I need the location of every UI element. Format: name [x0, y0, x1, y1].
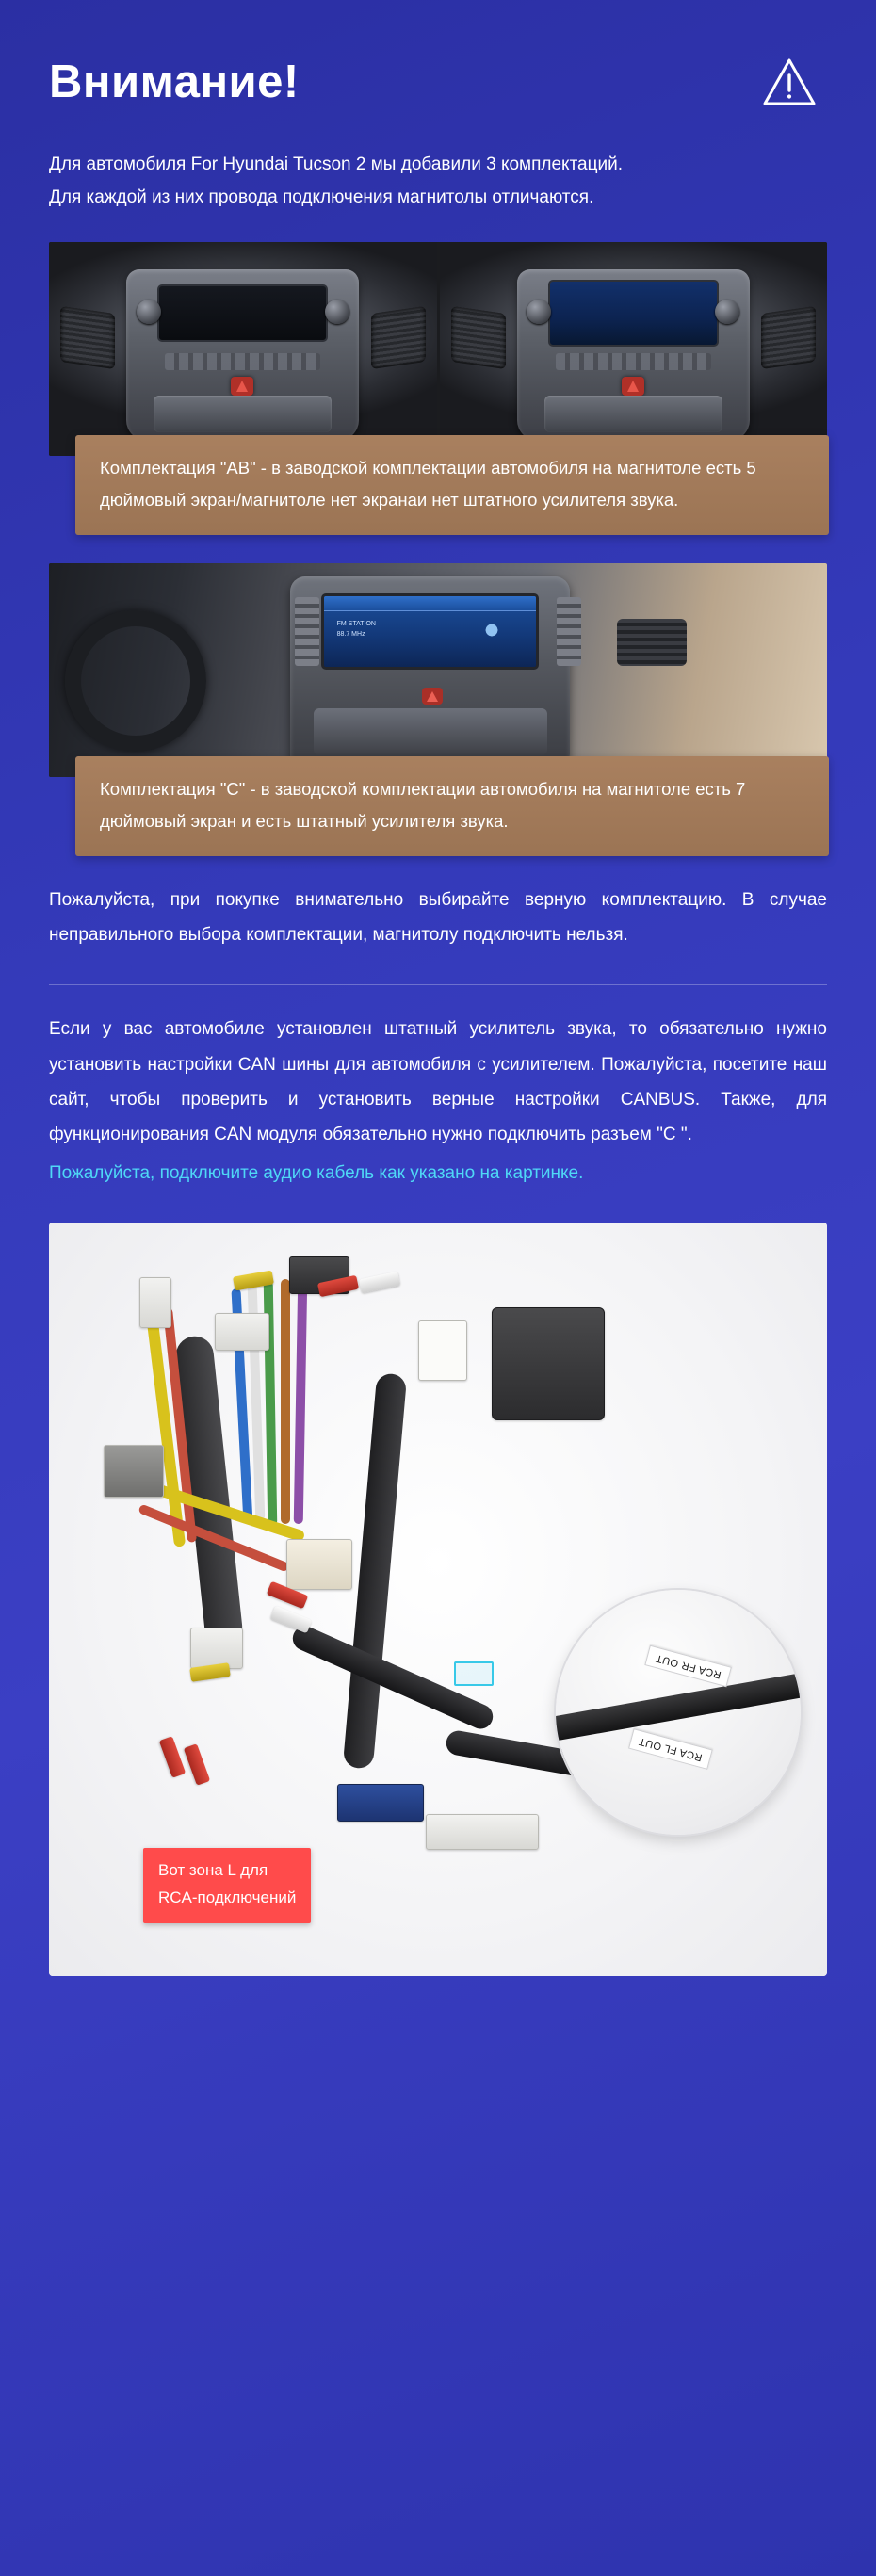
connector-label-tag — [418, 1320, 467, 1381]
photo-dashboard-5-inch — [440, 242, 828, 456]
connector-blue-bottom — [337, 1784, 424, 1822]
connector-white-bottom — [190, 1628, 243, 1669]
intro-line-1: Для автомобиля For Hyundai Tucson 2 мы добавили 3 комплектаций. — [49, 154, 624, 174]
rca-zone-selection-box — [454, 1661, 494, 1686]
photo-interior-7-inch: FM STATION 88.7 MHz — [49, 563, 827, 777]
intro-text — [49, 149, 827, 214]
section-divider — [49, 984, 827, 985]
warning-paragraph-2: Если у вас автомобиле установлен штатный усилитель звука, то обязательно нужно установить настройки CAN шины для автомобиля с усилителем. Пожалуйста, посетите наш сайт, чтобы проверить и установить верные настройки CANBUS. Также, для функционирования CAN модуля обязательно нужно подключить разъем "C ". — [49, 1019, 827, 1144]
trim-block-c — [49, 563, 827, 856]
connector-canbus-box — [492, 1307, 605, 1420]
page-title: Внимание! — [49, 57, 300, 108]
trim-ab-caption: Комплектация "AB" - в заводской комплектации автомобиля на магнитоле есть 5 дюймовый экран/магнитоле нет экранаи нет штатного усилителя звука. — [75, 435, 829, 535]
connector-white-mid — [215, 1313, 269, 1351]
trim-c-caption: Комплектация "C" - в заводской комплектации автомобиля на магнитоле есть 7 дюймовый экран и есть штатный усилителя звука. — [75, 756, 829, 856]
connector-ivory-center — [286, 1539, 352, 1590]
magnifier-inset — [556, 1590, 801, 1835]
audio-cable-note: Пожалуйста, подключите аудио кабель как указано на картинке. — [49, 1162, 584, 1183]
intro-line-2: Для каждой из них провода подключения магнитолы отличаются. — [49, 187, 594, 208]
magnifier-label-fr: RCA FR OUT — [645, 1644, 732, 1686]
warning-triangle-icon — [761, 55, 818, 111]
callout-line-2: RCA-подключений — [158, 1887, 297, 1906]
page-header — [49, 55, 827, 111]
trim-ab-photos — [49, 242, 827, 456]
wiring-harness-photo — [49, 1223, 827, 1976]
connector-top-grey — [139, 1277, 171, 1328]
photo-dashboard-no-screen — [49, 242, 437, 456]
magnifier-label-fl: RCA FL OUT — [628, 1728, 713, 1770]
connector-white-plug-bottom — [426, 1814, 539, 1850]
warning-paragraph-1: Пожалуйста, при покупке внимательно выбирайте верную комплектацию. В случае неправильного выбора комплектации, магнитолу подключить нельзя. — [49, 890, 827, 946]
rca-zone-callout — [143, 1848, 311, 1923]
trim-block-ab — [49, 242, 827, 535]
callout-line-1: Вот зона L для — [158, 1860, 268, 1879]
connector-grey-left — [104, 1445, 164, 1498]
trim-c-photos — [49, 563, 827, 777]
